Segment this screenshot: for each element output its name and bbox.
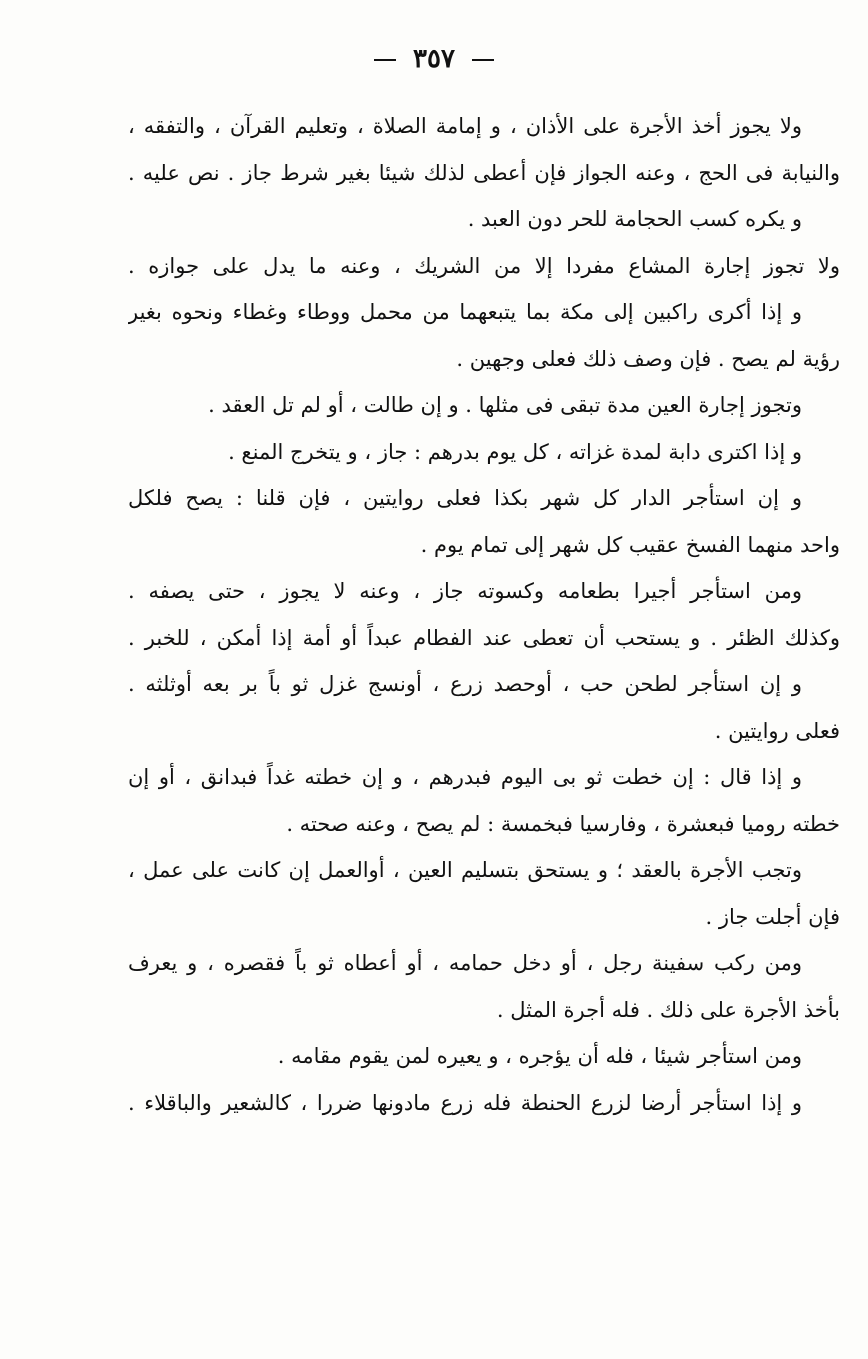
text-line: ومن ركب سفينة رجل ، أو دخل حمامه ، أو أعطاه ثو باً فقصره ، و يعرف (128, 951, 802, 975)
text-line: وكذلك الظئر . و يستحب أن تعطى عند الفطام عبداً أو أمة إذا أمكن ، للخبر . (128, 625, 840, 650)
text-line: و يكره كسب الحجامة للحر دون العبد . (467, 207, 802, 231)
text-line: بأخذ الأجرة على ذلك . فله أجرة المثل . (496, 997, 840, 1022)
text-line: واحد منهما الفسخ عقيب كل شهر إلى تمام يوم . (420, 532, 840, 557)
text-line: ومن استأجر شيئا ، فله أن يؤجره ، و يعيره لمن يقوم مقامه . (277, 1044, 802, 1068)
text-line: و إذا اكترى دابة لمدة غزاته ، كل يوم بدرهم : جاز ، و يتخرج المنع . (228, 439, 802, 464)
body-text (128, 103, 840, 1126)
text-line: و إن استأجر لطحن حب ، أوحصد زرع ، أونسج غزل ثو باً بر بعه أوثلثه . (128, 672, 802, 696)
text-line: رؤية لم يصح . فإن وصف ذلك فعلى وجهين . (456, 346, 840, 371)
page-number-dash-right (472, 59, 494, 61)
text-line: و إن استأجر الدار كل شهر بكذا فعلى روايتين ، فإن قلنا : يصح فلكل (128, 486, 802, 510)
text-line: وتجب الأجرة بالعقد ؛ و يستحق بتسليم العين ، أوالعمل إن كانت على عمل ، (128, 858, 802, 882)
text-line: وتجوز إجارة العين مدة تبقى فى مثلها . و إن طالت ، أو لم تل العقد . (208, 393, 802, 417)
text-line: و إذا أكرى راكبين إلى مكة بما يتبعهما من محمل ووطاء وغطاء ونحوه بغير (128, 300, 802, 324)
text-line: والنيابة فى الحج ، وعنه الجواز فإن أعطى لذلك شيئا بغير شرط جاز . نص عليه . (128, 160, 840, 185)
text-line: فعلى روايتين . (714, 718, 840, 743)
page-number-text: ٣٥٧ (413, 44, 455, 74)
text-line: ومن استأجر أجيرا بطعامه وكسوته جاز ، وعنه لا يجوز ، حتى يصفه . (128, 579, 802, 603)
text-line: و إذا استأجر أرضا لزرع الحنطة فله زرع مادونها ضررا ، كالشعير والباقلاء . (128, 1090, 802, 1115)
page-number (0, 44, 868, 74)
text-line: ولا يجوز أخذ الأجرة على الأذان ، و إمامة الصلاة ، وتعليم القرآن ، والتفقه ، (128, 114, 802, 138)
text-line: و إذا قال : إن خطت ثو بى اليوم فبدرهم ، و إن خطته غداً فبدانق ، أو إن (128, 765, 802, 789)
text-line: ولا تجوز إجارة المشاع مفردا إلا من الشريك ، وعنه ما يدل على جوازه . (128, 253, 840, 278)
page-number-dash-left (374, 59, 396, 61)
text-line: خطته روميا فبعشرة ، وفارسيا فبخمسة : لم يصح ، وعنه صحته . (286, 811, 840, 836)
text-line: فإن أجلت جاز . (705, 904, 840, 929)
